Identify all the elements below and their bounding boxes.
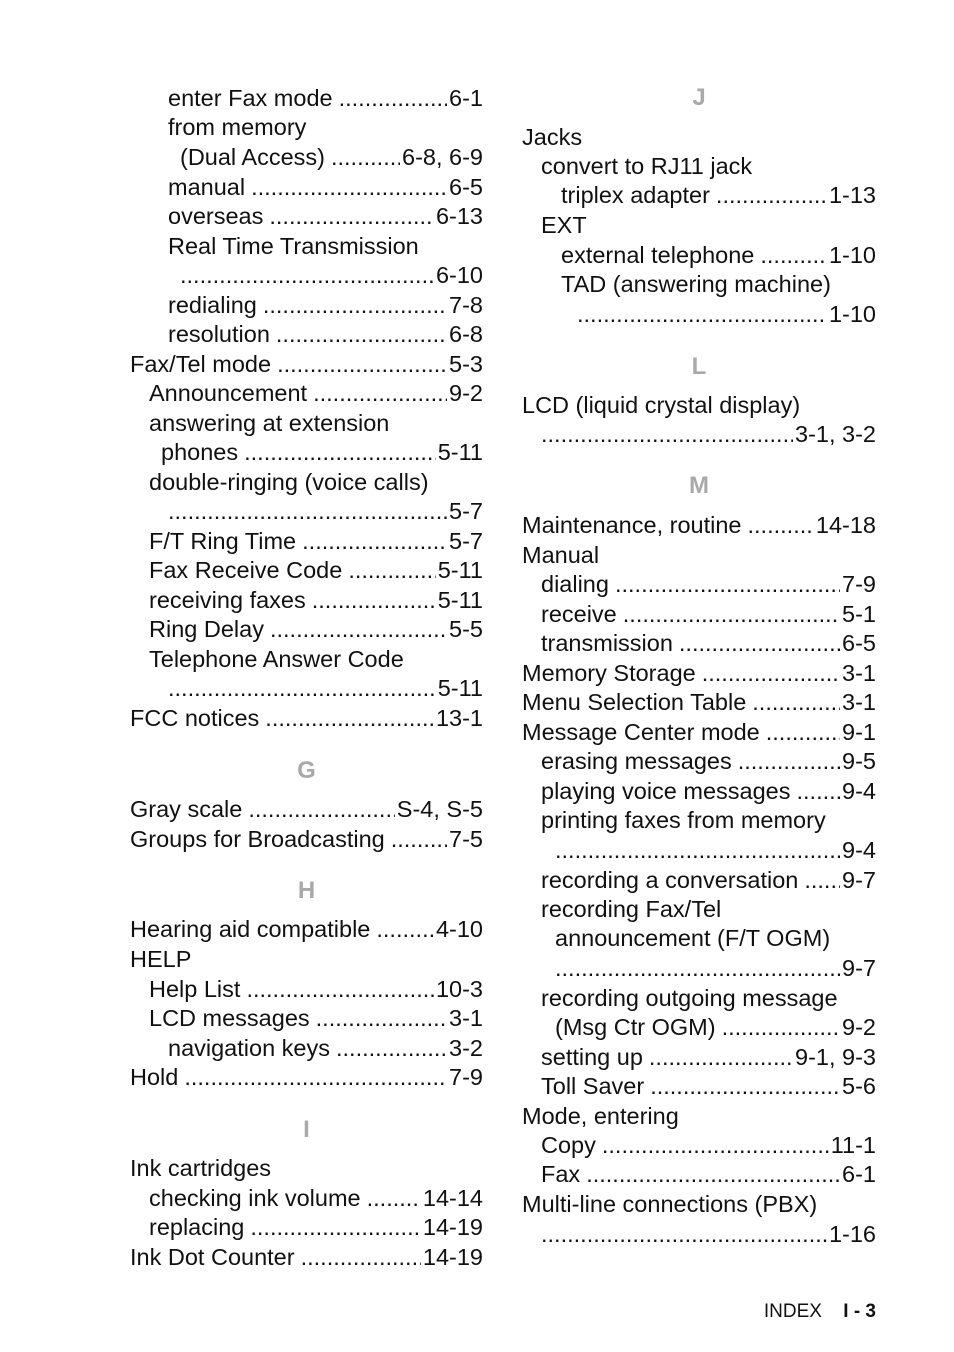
dot-leader	[168, 673, 436, 703]
dot-leader	[797, 776, 841, 806]
entry-page-ref: 5-11	[437, 587, 483, 613]
left-index-entry	[130, 1242, 483, 1272]
entry-text: Multi-line connections (PBX)	[522, 1191, 818, 1217]
right-index-entry	[522, 510, 876, 540]
dot-leader	[348, 555, 435, 585]
entry-label: checking ink volume	[149, 1185, 361, 1211]
right-section-letter: J	[692, 84, 706, 111]
left-index-entry	[130, 974, 483, 1004]
entry-page-ref: 5-11	[437, 557, 483, 583]
left-index-entry	[130, 467, 483, 497]
entry-page-ref: 6-8	[449, 321, 483, 347]
entry-label: dialing	[541, 571, 609, 597]
dot-leader	[312, 585, 436, 615]
entry-text: EXT	[541, 212, 587, 238]
entry-label: Message Center mode	[522, 719, 760, 745]
left-index-entry	[130, 437, 483, 467]
right-index-entry	[522, 390, 876, 420]
dot-leader	[555, 953, 840, 983]
right-index-entry	[522, 894, 876, 924]
entry-page-ref: 5-1	[842, 601, 876, 627]
dot-leader	[679, 628, 840, 658]
left-index-entry	[130, 290, 483, 320]
left-index-entry	[130, 349, 483, 379]
entry-label: navigation keys	[168, 1035, 330, 1061]
entry-text: convert to RJ11 jack	[541, 153, 753, 179]
entry-label: Announcement	[149, 380, 308, 406]
dot-leader	[246, 974, 434, 1004]
dot-leader	[270, 614, 447, 644]
entry-text: recording Fax/Tel	[541, 896, 722, 922]
entry-label: Groups for Broadcasting	[130, 826, 385, 852]
entry-label: Toll Saver	[541, 1073, 645, 1099]
entry-page-ref: 4-10	[435, 916, 483, 942]
left-index-entry	[130, 526, 483, 556]
entry-label: receiving faxes	[149, 587, 306, 613]
entry-label: Hearing aid compatible	[130, 916, 371, 942]
entry-page-ref: 5-7	[449, 528, 483, 554]
entry-label: Menu Selection Table	[522, 689, 747, 715]
right-index-entry	[522, 687, 876, 717]
dot-leader	[248, 794, 394, 824]
right-index-entry	[522, 717, 876, 747]
right-index-entry	[522, 628, 876, 658]
dot-leader	[702, 658, 840, 688]
entry-page-ref: 14-19	[422, 1244, 483, 1270]
left-index-entry	[130, 914, 483, 944]
left-index-entry	[130, 112, 483, 142]
dot-leader	[277, 349, 447, 379]
left-index-entry	[130, 1003, 483, 1033]
dot-leader	[331, 142, 400, 172]
entry-page-ref: 6-10	[435, 262, 483, 288]
right-index-entry	[522, 599, 876, 629]
entry-text: Manual	[522, 542, 600, 568]
dot-leader	[168, 496, 447, 526]
left-index-entry	[130, 496, 483, 526]
entry-page-ref: 7-5	[449, 826, 483, 852]
dot-leader	[391, 824, 447, 854]
dot-leader	[804, 865, 840, 895]
entry-text: double-ringing (voice calls)	[149, 469, 429, 495]
left-index-entry	[130, 794, 483, 824]
entry-page-ref: 6-1	[449, 85, 483, 111]
right-index-entry	[522, 180, 876, 210]
dot-leader	[766, 717, 840, 747]
dot-leader	[555, 835, 840, 865]
dot-leader	[316, 1003, 447, 1033]
entry-page-ref: 1-13	[828, 182, 876, 208]
entry-page-ref: 5-3	[449, 351, 483, 377]
dot-leader	[602, 1130, 829, 1160]
right-index-entry	[522, 835, 876, 865]
entry-page-ref: 9-2	[842, 1014, 876, 1040]
dot-leader	[738, 746, 840, 776]
right-index-entry	[522, 746, 876, 776]
right-index-entry	[522, 210, 876, 240]
dot-leader	[747, 510, 813, 540]
right-index-entry	[522, 151, 876, 181]
entry-label: FCC notices	[130, 705, 260, 731]
right-section-letter: M	[689, 472, 709, 499]
left-index-entry	[130, 378, 483, 408]
right-index-entry	[522, 805, 876, 835]
dot-leader	[760, 240, 827, 270]
entry-text: Real Time Transmission	[168, 233, 419, 259]
right-index-entry	[522, 1159, 876, 1189]
dot-leader	[269, 201, 434, 231]
entry-page-ref: 7-8	[449, 292, 483, 318]
left-index-entry	[130, 1062, 483, 1092]
entry-page-ref: 9-2	[449, 380, 483, 406]
dot-leader	[313, 378, 447, 408]
right-index-entry	[522, 122, 876, 152]
footer-page-number: I - 3	[843, 1301, 876, 1322]
left-index-entry	[130, 1212, 483, 1242]
dot-leader	[541, 1219, 827, 1249]
entry-label: Fax Receive Code	[149, 557, 343, 583]
dot-leader	[577, 299, 827, 329]
entry-page-ref: 9-7	[842, 867, 876, 893]
left-index-entry	[130, 172, 483, 202]
dot-leader	[650, 1071, 840, 1101]
left-section-letter: G	[297, 757, 316, 784]
entry-text: Ink cartridges	[130, 1155, 272, 1181]
left-index-entry	[130, 319, 483, 349]
right-index-entry	[522, 1042, 876, 1072]
entry-page-ref: 1-10	[828, 242, 876, 268]
entry-page-ref: 3-1	[842, 689, 876, 715]
entry-label: replacing	[149, 1214, 245, 1240]
right-index-entry	[522, 569, 876, 599]
right-index-entry	[522, 1189, 876, 1219]
entry-text: HELP	[130, 946, 192, 972]
entry-label: manual	[168, 174, 246, 200]
entry-label: external telephone	[561, 242, 755, 268]
right-index-entry	[522, 240, 876, 270]
entry-label: Hold	[130, 1064, 179, 1090]
entry-page-ref: S-4, S-5	[396, 796, 483, 822]
left-index-entry	[130, 201, 483, 231]
left-index-entry	[130, 824, 483, 854]
dot-leader	[615, 569, 840, 599]
entry-label: enter Fax mode	[168, 85, 333, 111]
dot-leader	[276, 319, 447, 349]
dot-leader	[244, 437, 436, 467]
left-index-entry	[130, 231, 483, 261]
entry-page-ref: 7-9	[449, 1064, 483, 1090]
entry-label: Maintenance, routine	[522, 512, 742, 538]
entry-page-ref: 5-7	[449, 498, 483, 524]
dot-leader	[265, 703, 434, 733]
entry-label: Ring Delay	[149, 616, 264, 642]
entry-label: Memory Storage	[522, 660, 696, 686]
entry-page-ref: 14-14	[422, 1185, 483, 1211]
entry-text: answering at extension	[149, 410, 390, 436]
entry-label: LCD messages	[149, 1005, 310, 1031]
entry-page-ref: 9-4	[842, 778, 876, 804]
entry-page-ref: 6-5	[842, 630, 876, 656]
entry-page-ref: 11-1	[830, 1132, 876, 1158]
dot-leader	[301, 1242, 421, 1272]
entry-page-ref: 13-1	[435, 705, 483, 731]
entry-label: Copy	[541, 1132, 596, 1158]
entry-page-ref: 10-3	[435, 976, 483, 1002]
dot-leader	[623, 599, 840, 629]
entry-page-ref: 3-1, 3-2	[795, 421, 876, 447]
right-index-entry	[522, 865, 876, 895]
entry-label: receive	[541, 601, 617, 627]
left-index-entry	[130, 83, 483, 113]
left-index-entry	[130, 614, 483, 644]
entry-label: transmission	[541, 630, 673, 656]
dot-leader	[263, 290, 447, 320]
entry-page-ref: 7-9	[842, 571, 876, 597]
entry-page-ref: 6-8, 6-9	[402, 144, 483, 170]
entry-text: printing faxes from memory	[541, 807, 826, 833]
entry-page-ref: 14-19	[422, 1214, 483, 1240]
entry-label: phones	[161, 439, 239, 465]
dot-leader	[376, 914, 434, 944]
dot-leader	[184, 1062, 447, 1092]
dot-leader	[649, 1042, 793, 1072]
entry-label: overseas	[168, 203, 264, 229]
entry-page-ref: 9-5	[842, 748, 876, 774]
entry-label: triplex adapter	[561, 182, 710, 208]
entry-label: redialing	[168, 292, 257, 318]
entry-label: resolution	[168, 321, 270, 347]
entry-label: playing voice messages	[541, 778, 791, 804]
dot-leader	[722, 1012, 840, 1042]
left-index-entry	[130, 555, 483, 585]
left-index-entry	[130, 408, 483, 438]
entry-label: Gray scale	[130, 796, 243, 822]
dot-leader	[541, 419, 793, 449]
right-index-entry	[522, 419, 876, 449]
entry-page-ref: 6-13	[435, 203, 483, 229]
entry-text: Mode, entering	[522, 1103, 679, 1129]
entry-text: announcement (F/T OGM)	[555, 925, 831, 951]
right-index-entry	[522, 1101, 876, 1131]
entry-page-ref: 5-6	[842, 1073, 876, 1099]
right-index-entry	[522, 1219, 876, 1249]
dot-leader	[302, 526, 447, 556]
left-index-entry	[130, 1153, 483, 1183]
right-index-entry	[522, 983, 876, 1013]
right-index-entry	[522, 776, 876, 806]
entry-page-ref: 1-10	[828, 301, 876, 327]
entry-label: Help List	[149, 976, 241, 1002]
dot-leader	[586, 1159, 840, 1189]
entry-text: Telephone Answer Code	[149, 646, 404, 672]
right-index-entry	[522, 658, 876, 688]
dot-leader	[339, 83, 447, 113]
entry-page-ref: 5-11	[437, 675, 483, 701]
entry-label: erasing messages	[541, 748, 732, 774]
right-index-entry	[522, 1071, 876, 1101]
left-index-entry	[130, 1183, 483, 1213]
left-section-letter: H	[297, 877, 316, 904]
dot-leader	[336, 1033, 447, 1063]
entry-page-ref: 14-18	[815, 512, 876, 538]
right-index-entry	[522, 923, 876, 953]
entry-text: recording outgoing message	[541, 985, 838, 1011]
entry-text: Jacks	[522, 124, 583, 150]
entry-text: TAD (answering machine)	[561, 271, 831, 297]
dot-leader	[250, 1212, 421, 1242]
page-footer	[764, 1298, 876, 1326]
entry-page-ref: 5-5	[449, 616, 483, 642]
entry-page-ref: 1-16	[828, 1221, 876, 1247]
entry-label: F/T Ring Time	[149, 528, 297, 554]
left-index-entry	[130, 673, 483, 703]
entry-label: (Dual Access)	[180, 144, 325, 170]
entry-page-ref: 3-1	[449, 1005, 483, 1031]
right-index-entry	[522, 299, 876, 329]
left-index-entry	[130, 644, 483, 674]
dot-leader	[251, 172, 447, 202]
entry-label: Ink Dot Counter	[130, 1244, 295, 1270]
entry-page-ref: 6-1	[842, 1161, 876, 1187]
entry-page-ref: 9-1, 9-3	[795, 1044, 876, 1070]
entry-page-ref: 3-2	[449, 1035, 483, 1061]
entry-page-ref: 9-4	[842, 837, 876, 863]
entry-text: LCD (liquid crystal display)	[522, 392, 801, 418]
dot-leader	[367, 1183, 421, 1213]
entry-label: (Msg Ctr OGM)	[555, 1014, 716, 1040]
left-section-letter: I	[303, 1116, 310, 1143]
left-index-entry	[130, 142, 483, 172]
right-index-entry	[522, 269, 876, 299]
right-index-entry	[522, 540, 876, 570]
entry-page-ref: 6-5	[449, 174, 483, 200]
right-index-entry	[522, 953, 876, 983]
dot-leader	[752, 687, 840, 717]
entry-page-ref: 3-1	[842, 660, 876, 686]
right-index-entry	[522, 1130, 876, 1160]
entry-label: Fax/Tel mode	[130, 351, 272, 377]
entry-page-ref: 5-11	[437, 439, 483, 465]
entry-label: recording a conversation	[541, 867, 799, 893]
left-index-entry	[130, 585, 483, 615]
entry-page-ref: 9-1	[842, 719, 876, 745]
left-index-entry	[130, 944, 483, 974]
left-index-entry	[130, 1033, 483, 1063]
dot-leader	[180, 260, 434, 290]
left-index-entry	[130, 703, 483, 733]
entry-text: from memory	[168, 114, 307, 140]
entry-page-ref: 9-7	[842, 955, 876, 981]
right-index-entry	[522, 1012, 876, 1042]
entry-label: setting up	[541, 1044, 643, 1070]
entry-label: Fax	[541, 1161, 581, 1187]
right-section-letter: L	[691, 353, 707, 380]
dot-leader	[716, 180, 827, 210]
left-index-entry	[130, 260, 483, 290]
footer-section-label: INDEX	[763, 1301, 822, 1322]
